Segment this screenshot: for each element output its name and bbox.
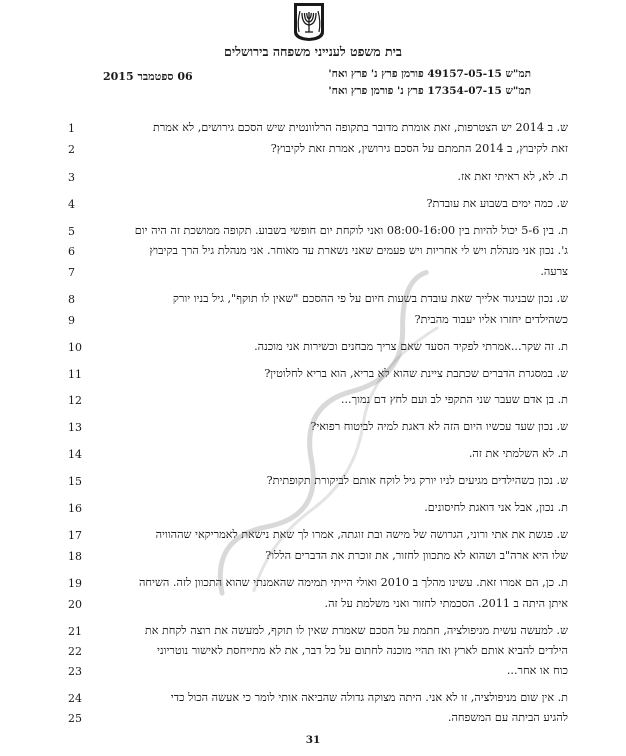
line-number: 16 [68, 502, 82, 515]
transcript-line: הילדים להביא אותם לארץ ואז תהיי מוכנה לחתום על כל דבר, את לא מתייחסת לאישור נוטריוני [157, 644, 568, 657]
line-number: 13 [68, 421, 82, 434]
line-number: 6 [68, 245, 75, 258]
line-number: 5 [68, 225, 75, 238]
transcript-line: צרעה. [540, 265, 568, 278]
transcript-line: ת. אין שום מניפולציה, זו לא אני. היתה מצוקה גדולה שהביאה אותי לומר כי אעשה הכול כדי [170, 691, 568, 704]
transcript-line: ת. נכון, אבל אני דואגת לחיסונים. [424, 501, 568, 514]
hearing-date: 06 ספטמבר 2015 [103, 70, 193, 83]
transcript-line: שלו היא ארה"ב ושהוא לא מתכוון לחזור, את זוכרת את הדברים הללו? [265, 549, 568, 562]
transcript-line: ת. כן, הם אמרו זאת. עשינו מהלך ב 2010 ואולי הייתי תמימה שהאמנתי שהוא התכוון לזה. השיחה [139, 576, 568, 589]
line-number: 15 [68, 475, 82, 488]
transcript-line: ש. נכון כשהילדים מגיעים לניו יורק גיל לוקח אותם לביקורת תקופתית? [266, 474, 568, 487]
line-number: 9 [68, 314, 75, 327]
transcript-line: כשהילדים יחזרו אליו יעבוד מהבית? [414, 313, 568, 326]
line-number: 25 [68, 712, 82, 725]
line-number: 11 [68, 368, 82, 381]
transcript-line: ש. נכון שעד עכשיו היום הזה לא דאגת למיה לביטוח רפואי? [310, 420, 568, 433]
transcript-line: ש. למעשה עשית מניפולציה, חתמת על הסכם שאמרת שאין לו תוקף, למעשה את רוצה לקחת את [144, 624, 568, 637]
state-emblem-icon [291, 2, 327, 42]
line-number: 4 [68, 198, 75, 211]
line-number: 7 [68, 266, 75, 279]
line-number: 19 [68, 577, 82, 590]
transcript-line: ת. לא השלמתי את זה. [468, 447, 568, 460]
transcript-line: זאת לקיבוץ, ב 2014 התמתם על הסכם גירושין, אמרת זאת לקיבוץ? [270, 142, 568, 155]
transcript-line: ש. כמה ימים בשבוע את עובדת? [426, 197, 568, 210]
line-number: 12 [68, 394, 82, 407]
transcript-line: ש. במסגרת הדברים שכתבת ציינת שהוא לא בריא, הוא בריא לחלוטין? [264, 367, 568, 380]
line-number: 21 [68, 625, 82, 638]
transcript-line: ש. פגשת את אתי ורוני, הגרושה של מישה ובת זוגתה, אמרו לך שאת נישאת לאמריקאי שההוויה [155, 528, 568, 541]
line-number: 3 [68, 171, 75, 184]
line-number: 14 [68, 448, 82, 461]
line-number: 1 [68, 122, 75, 135]
line-number: 20 [68, 598, 82, 611]
court-name: בית משפט לענייני משפחה בירושלים [224, 44, 402, 59]
line-number: 18 [68, 550, 82, 563]
case-number-2: תמ"ש 17354-07-15 פרץ נ' פורמן פרץ ואח' [328, 85, 531, 97]
line-number: 2 [68, 143, 75, 156]
line-number: 22 [68, 645, 82, 658]
transcript-line: ת. בין 5-6 יכול להיות בין 08:00-16:00 ואני לוקחת יום חופשי בשבוע. תקופה ממושכת זה היה יום [134, 224, 568, 237]
transcript-line: ת. לא, לא ראיתי זאת אז. [457, 170, 568, 183]
transcript-line: ג'. נכון אני מנהלת ויש לי אחריות ויש פעמים שאני נשארת עד מאוחר. אני מנהלת גיל הרך בקיבוץ [149, 244, 568, 257]
transcript-line: ת. בן אדם שעבר שני התקפי לב ועם לחץ דם נמוך... [340, 393, 568, 406]
transcript-line: איתן היתה ב 2011. הסכמתי לחזור ואני משלמת על זה. [324, 597, 568, 610]
transcript-line: להגיע הביתה עם המשפחה. [447, 711, 568, 724]
line-number: 17 [68, 529, 82, 542]
line-number: 8 [68, 293, 75, 306]
transcript-line: כוח או אחר... [506, 664, 568, 677]
line-number: 24 [68, 692, 82, 705]
page-number: 31 [305, 734, 321, 746]
transcript-line: ש. נכון שבניגוד אלייך שאת עובדת בשעות חיום על פי ההסכם "שאין לו תוקף", גיל בניו יורק [172, 292, 568, 305]
line-number: 23 [68, 665, 82, 678]
case-number-1: תמ"ש 49157-05-15 פורמן פרץ נ' פרץ ואח' [328, 68, 531, 80]
transcript-line: ש. ב 2014 יש הצטרפות, זאת אומרת מדובר בתקופה הרלוונטית שיש הסכם גירושים, לא אמרת [152, 121, 568, 134]
transcript-line: ת. זה שקר...אמרתי לפקיד הסעד שאם צריך מבחנים וכשירות אני מוכנה. [254, 340, 568, 353]
line-number: 10 [68, 341, 82, 354]
